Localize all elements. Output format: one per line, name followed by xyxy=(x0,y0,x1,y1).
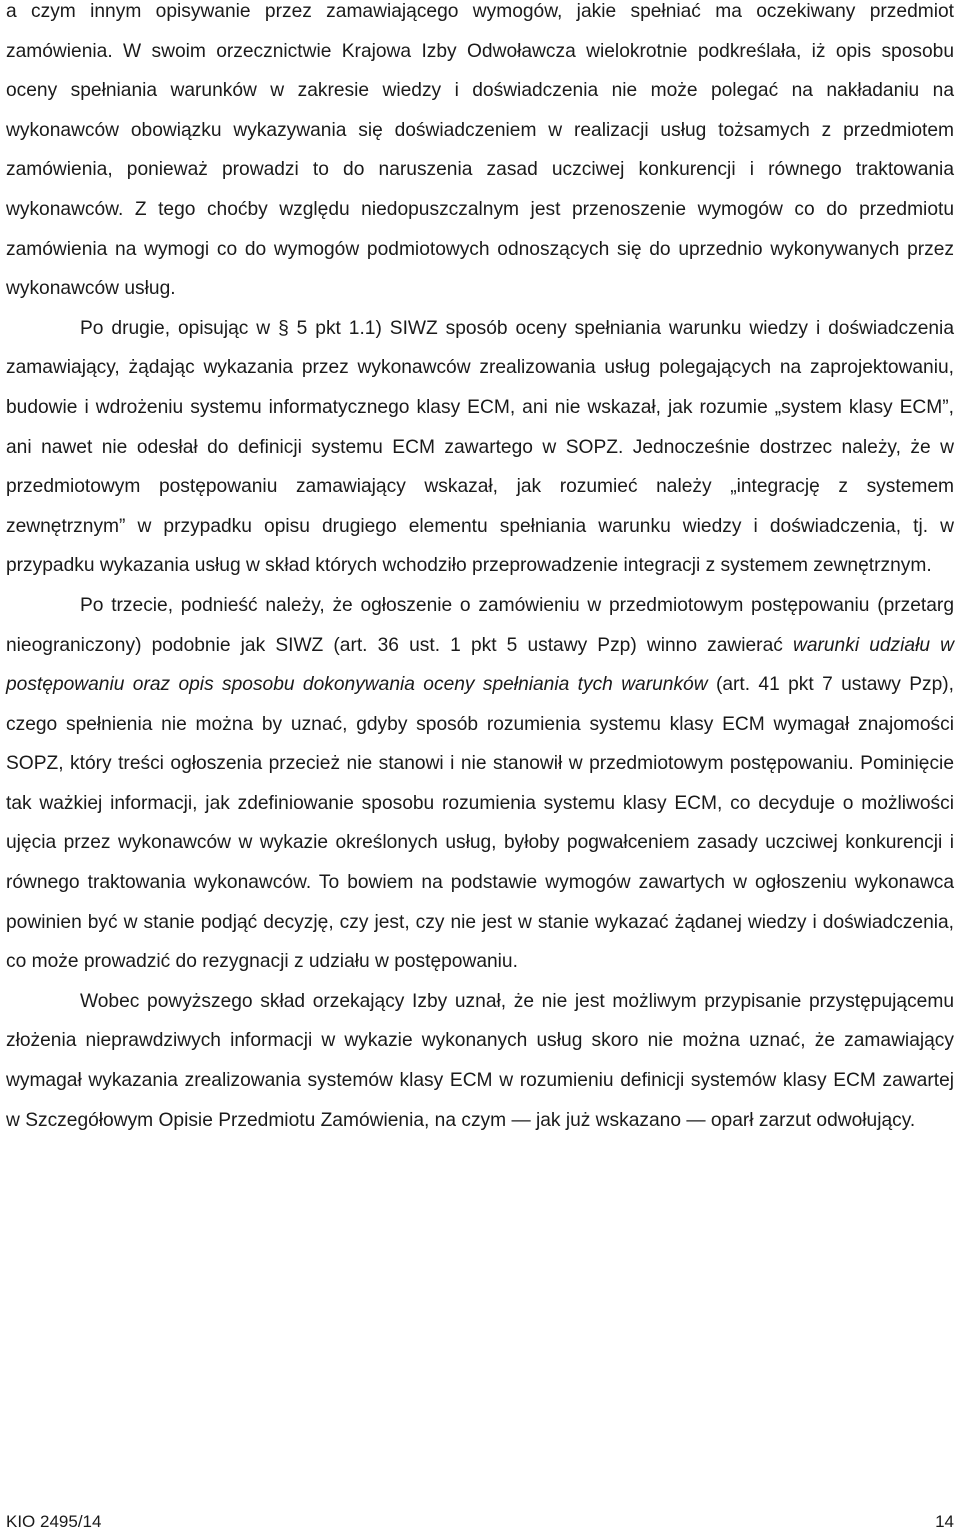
paragraph-1-text: a czym innym opisywanie przez zamawiającego wymogów, jakie spełniać ma oczekiwany przedmiot zamówienia. W swoim orzecznictwie Krajowa Izby Odwoławcza wielokrotnie podkreślała, iż opis sposobu oceny spełniania warunków w zakresie wiedzy i doświadczenia nie może polegać na nakładaniu na wykonawców obowiązku wykazywania się doświadczeniem w realizacji usług tożsamych z przedmiotem zamówienia, ponieważ prowadzi to do naruszenia zasad uczciwej konkurencji i równego traktowania wykonawców. Z tego choćby względu niedopuszczalnym jest przenoszenie wymogów co do przedmiotu zamówienia na wymogi co do wymogów podmiotowych odnoszących się do uprzednio wykonywanych przez wykonawców usług. xyxy=(6,1,954,300)
paragraph-2 xyxy=(6,309,954,586)
document-body xyxy=(6,0,954,1140)
page-number: 14 xyxy=(935,1512,954,1531)
paragraph-4-text: Wobec powyższego skład orzekający Izby uznał, że nie jest możliwym przypisanie przystępującemu złożenia nieprawdziwych informacji w wykazie wykonanych usług skoro nie można uznać, że zamawiający wymagał wykazania zrealizowania systemów klasy ECM w rozumieniu definicji systemów klasy ECM zawartej w Szczegółowym Opisie Przedmiotu Zamówienia, na czym — jak już wskazano — oparł zarzut odwołujący. xyxy=(6,990,954,1131)
paragraph-4 xyxy=(6,982,954,1140)
paragraph-1 xyxy=(6,0,954,309)
paragraph-3-italic-quote: warunki udziału w postępowaniu oraz opis sposobu dokonywania oceny spełniania tych warunków xyxy=(6,634,954,696)
paragraph-3-text-end: (art. 41 pkt 7 ustawy Pzp), czego spełnienia nie można by uznać, gdyby sposób rozumienia systemu klasy ECM wymagał znajomości SOPZ, który treści ogłoszenia przecież nie stanowi i nie stanowił w przedmiotowym postępowaniu. Pominięcie tak ważkiej informacji, jak zdefiniowanie sposobu rozumienia systemu klasy ECM, co decyduje o możliwości ujęcia przez wykonawców w wykazie określonych usług, byłoby pogwałceniem zasady uczciwej konkurencji i równego traktowania wykonawców. To bowiem na podstawie wymogów zawartych w ogłoszeniu wykonawca powinien być w stanie podjąć decyzję, czy jest, czy nie jest w stanie wykazać żądanej wiedzy i doświadczenia, co może prowadzić do rezygnacji z udziału w postępowaniu. xyxy=(6,674,954,973)
paragraph-3 xyxy=(6,586,954,982)
paragraph-2-text: Po drugie, opisując w § 5 pkt 1.1) SIWZ sposób oceny spełniania warunku wiedzy i doświadczenia zamawiający, żądając wykazania przez wykonawców zrealizowania usług polegających na zaprojektowaniu, budowie i wdrożeniu systemu informatycznego klasy ECM, ani nie wskazał, jak rozumie „system klasy ECM”, ani nawet nie odesłał do definicji systemu ECM zawartego w SOPZ. Jednocześnie dostrzec należy, że w przedmiotowym postępowaniu zamawiający wskazał, jak rozumieć należy „integrację z systemem zewnętrznym” w przypadku opisu drugiego elementu spełniania warunku wiedzy i doświadczenia, tj. w przypadku wykazania usług w skład których wchodziło przeprowadzenie integracji z systemem zewnętrznym. xyxy=(6,317,954,577)
paragraph-3-text-start: Po trzecie, podnieść należy, że ogłoszenie o zamówieniu w przedmiotowym postępowaniu (przetarg nieograniczony) podobnie jak SIWZ (art. 36 ust. 1 pkt 5 ustawy Pzp) winno zawierać xyxy=(6,594,954,656)
case-number: KIO 2495/14 xyxy=(6,1512,102,1531)
page-footer xyxy=(6,1510,954,1534)
